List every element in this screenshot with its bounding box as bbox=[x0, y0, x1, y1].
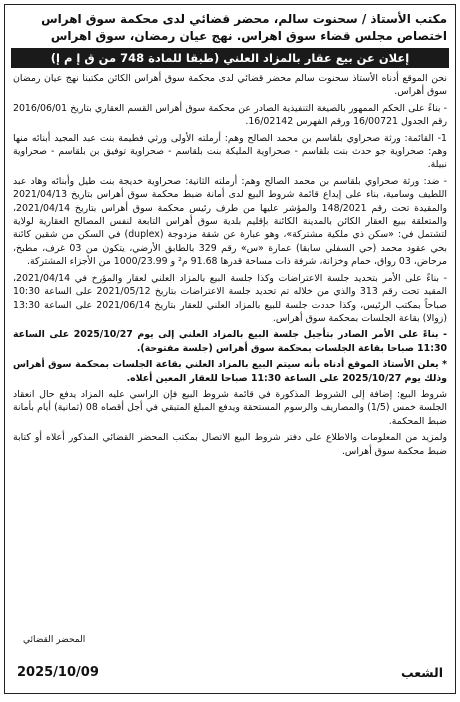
intro-paragraph: نحن الموقع أدناه الأستاذ سحنوت سالم محضر قضائي لدى محكمة سوق أهراس الكائن مكتبنا نهج عيان رمضان سوق أهراس. bbox=[13, 73, 447, 98]
contact-info: ولمزيد من المعلومات والاطلاع على دفتر شروط البيع الاتصال بمكتب المحضر القضائي المذكور أعلاه أو كتابة ضبط محكمة سوق أهراس. bbox=[13, 432, 447, 457]
notice-footer bbox=[17, 635, 443, 685]
office-title: مكتب الأستاذ / سحنوت سالم، محضر قضائي لدى محكمة سوق اهراس bbox=[41, 12, 447, 26]
auction-announcement: * يعلن الأستاذ الموقع أدناه بأنه سيتم البيع بالمزاد العلني بقاعة الجلسات بمحكمة سوق أهراس وذلك يوم 2025/10/27 على الساعة 11:30 صباحا للعقار المعين أعلاه. bbox=[13, 359, 447, 384]
hearing-paragraph: - بناءً على الأمر بتحديد جلسة الاعتراضات وكذا جلسة البيع بالمزاد العلني لعقار والمؤرخ في 2021/04/14، المقيد تحت رقم 313 والذي من خلاله تم تحديد جلسة الاعتراضات بتاريخ 2021/05/12 على الساعة 10:30 صباحاً بمكتب الرئيس، وكذا حددت جلسة للبيع بالمزاد العلني للعقار بتاريخ 2021/06/14 على الساعة 13:30 (زوالا) بقاعة الجلسات بمحكمة سوق أهراس. bbox=[13, 272, 447, 324]
notice-header bbox=[5, 5, 455, 45]
sale-conditions: شروط البيع: إضافة إلى الشروط المذكورة في قائمة شروط البيع فإن الراسي عليه المزاد يدفع حال انعقاد الجلسة خمس (1/5) والمصاريف والرسوم المستحقة ويدفع المبلغ المتبقي في أجل أقصاه 08 (ثمانية) أيام بأمانة ضبط المحكمة. bbox=[13, 388, 447, 427]
publication-date: 2025/10/09 bbox=[17, 665, 99, 680]
property-paragraph: - ضد: ورثة صحراوي بلقاسم بن محمد الصالح وهم: أرملته الثانية: صحراوية خديجة بنت طيل وأبنائه وهاد عبد اللطيف وسامية، بناء على إيداع قائمة شروط البيع لدى أمانة ضبط محكمة سوق أهراس بتاريخ 2021/04/13 والمقيدة تحت رقم 148/2021 والمؤشر عليها من طرف رئيس محكمة سوق أهراس بتاريخ 2021/04/14، والمتعلقة ببيع العقار الكائن بالمدينة الكائنة بإقليم بلدية سوق أهراس التابعة لنفس المصالح العقارية لولاية لتشتمل في: «سكن ذي ملكية مشتركة»، وهو عبارة عن شقة مزدوجة (duplex) في السكن من شقين كائنة بحي عقود محمد (حي السفلي سابقا) عمارة «س» رقم 329 بالطابق الأرضي، يتكون من 03 غرف، مطبخ، مرحاض، 03 رواق، حمام وخزانة، شرفة ذات مساحة قدرها 91.68 م² و 1000/23.99 من الأجزاء المشتركة. bbox=[13, 175, 448, 268]
publication-name: الشعب bbox=[401, 665, 443, 680]
notice-body bbox=[5, 72, 455, 458]
notice-banner: إعلان عن بيع عقار بالمزاد العلني (طبقا للمادة 748 من ق إ م إ) bbox=[11, 48, 449, 68]
postponement-paragraph: - بناءً على الأمر الصادر بتأجيل جلسة البيع بالمزاد العلني إلى يوم 2025/10/27 على الساعة 11:30 صباحا بقاعة الجلسات بمحكمة سوق أهراس (جلسة مفتوحة). bbox=[13, 329, 447, 354]
office-address: اختصاص مجلس قضاء سوق اهراس. نهج عيان رمضان، سوق اهراس bbox=[50, 29, 447, 43]
applicants-paragraph: 1- القائمة: ورثة صحراوي بلقاسم بن محمد الصالح وهم: أرملته الأولى ورثي فطيمة بنت عبد المجيد أبنائه منها وهم: صحراوية جو حدث بنت بلقاسم - صحراوية المليكة بنت بلقاسم - صحراوية توفيق بن بلقاسم - صحراوية نبيلة. bbox=[13, 132, 447, 171]
bailiff-signature: المحضر القضائي bbox=[23, 635, 86, 645]
judgment-paragraph: - بناءً على الحكم الممهور بالصيغة التنفيذية الصادر عن محكمة سوق أهراس القسم العقاري بتاريخ 2016/06/01 رقم الجدول 16/00721 ورقم الفهرس 16/02142. bbox=[13, 102, 447, 128]
legal-notice bbox=[4, 4, 456, 694]
